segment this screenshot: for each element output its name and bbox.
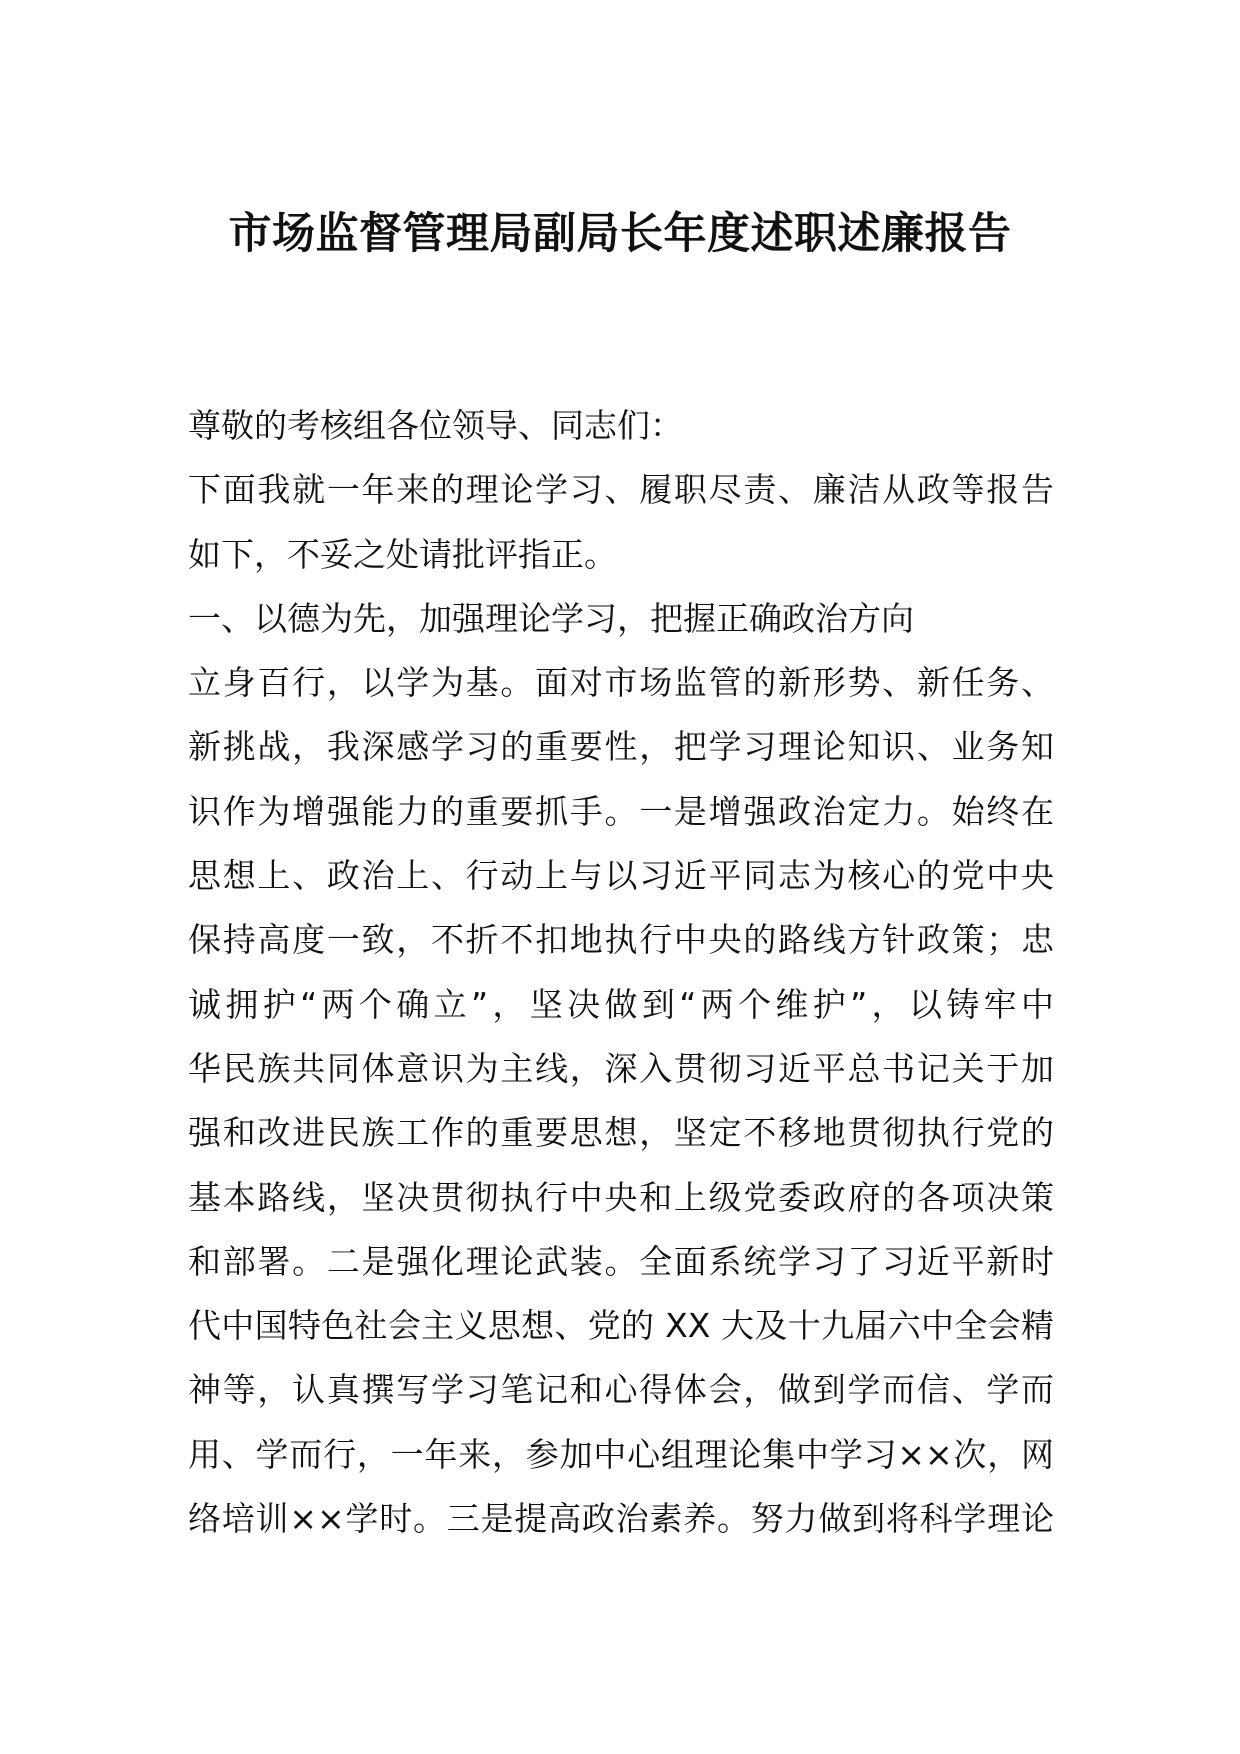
body-line: 强和改进民族工作的重要思想，坚定不移地贯彻执行党的 bbox=[188, 1113, 1054, 1153]
body-line: 代中国特色社会主义思想、党的 XX 大及十九届六中全会精 bbox=[188, 1306, 1054, 1346]
document-body bbox=[188, 394, 1054, 1551]
body-line: 保持高度一致，不折不扣地执行中央的路线方针政策；忠 bbox=[188, 920, 1054, 960]
body-line: 基本路线，坚决贯彻执行中央和上级党委政府的各项决策 bbox=[188, 1177, 1054, 1217]
section-heading: 一、以德为先，加强理论学习，把握正确政治方向 bbox=[188, 598, 914, 638]
body-line: 如下，不妥之处请批评指正。 bbox=[188, 534, 617, 574]
body-line: 思想上、政治上、行动上与以习近平同志为核心的党中央 bbox=[188, 856, 1054, 896]
body-line: 用、学而行，一年来，参加中心组理论集中学习××次，网 bbox=[188, 1434, 1054, 1474]
salutation-line: 尊敬的考核组各位领导、同志们： bbox=[188, 406, 683, 445]
body-line: 华民族共同体意识为主线，深入贯彻习近平总书记关于加 bbox=[188, 1048, 1054, 1088]
body-line: 和部署。二是强化理论武装。全面系统学习了习近平新时 bbox=[188, 1241, 1054, 1281]
body-line: 新挑战，我深感学习的重要性，把学习理论知识、业务知 bbox=[188, 727, 1054, 767]
body-line: 络培训××学时。三是提高政治素养。努力做到将科学理论 bbox=[188, 1499, 1054, 1539]
body-line: 神等，认真撰写学习笔记和心得体会，做到学而信、学而 bbox=[188, 1370, 1054, 1410]
body-line: 诚拥护“两个确立”，坚决做到“两个维护”，以铸牢中 bbox=[188, 984, 1054, 1024]
body-line: 立身百行，以学为基。面对市场监管的新形势、新任务、 bbox=[188, 663, 1054, 703]
document-title: 市场监督管理局副局长年度述职述廉报告 bbox=[228, 209, 1012, 259]
body-line: 下面我就一年来的理论学习、履职尽责、廉洁从政等报告 bbox=[188, 470, 1054, 510]
body-line: 识作为增强能力的重要抓手。一是增强政治定力。始终在 bbox=[188, 791, 1054, 831]
